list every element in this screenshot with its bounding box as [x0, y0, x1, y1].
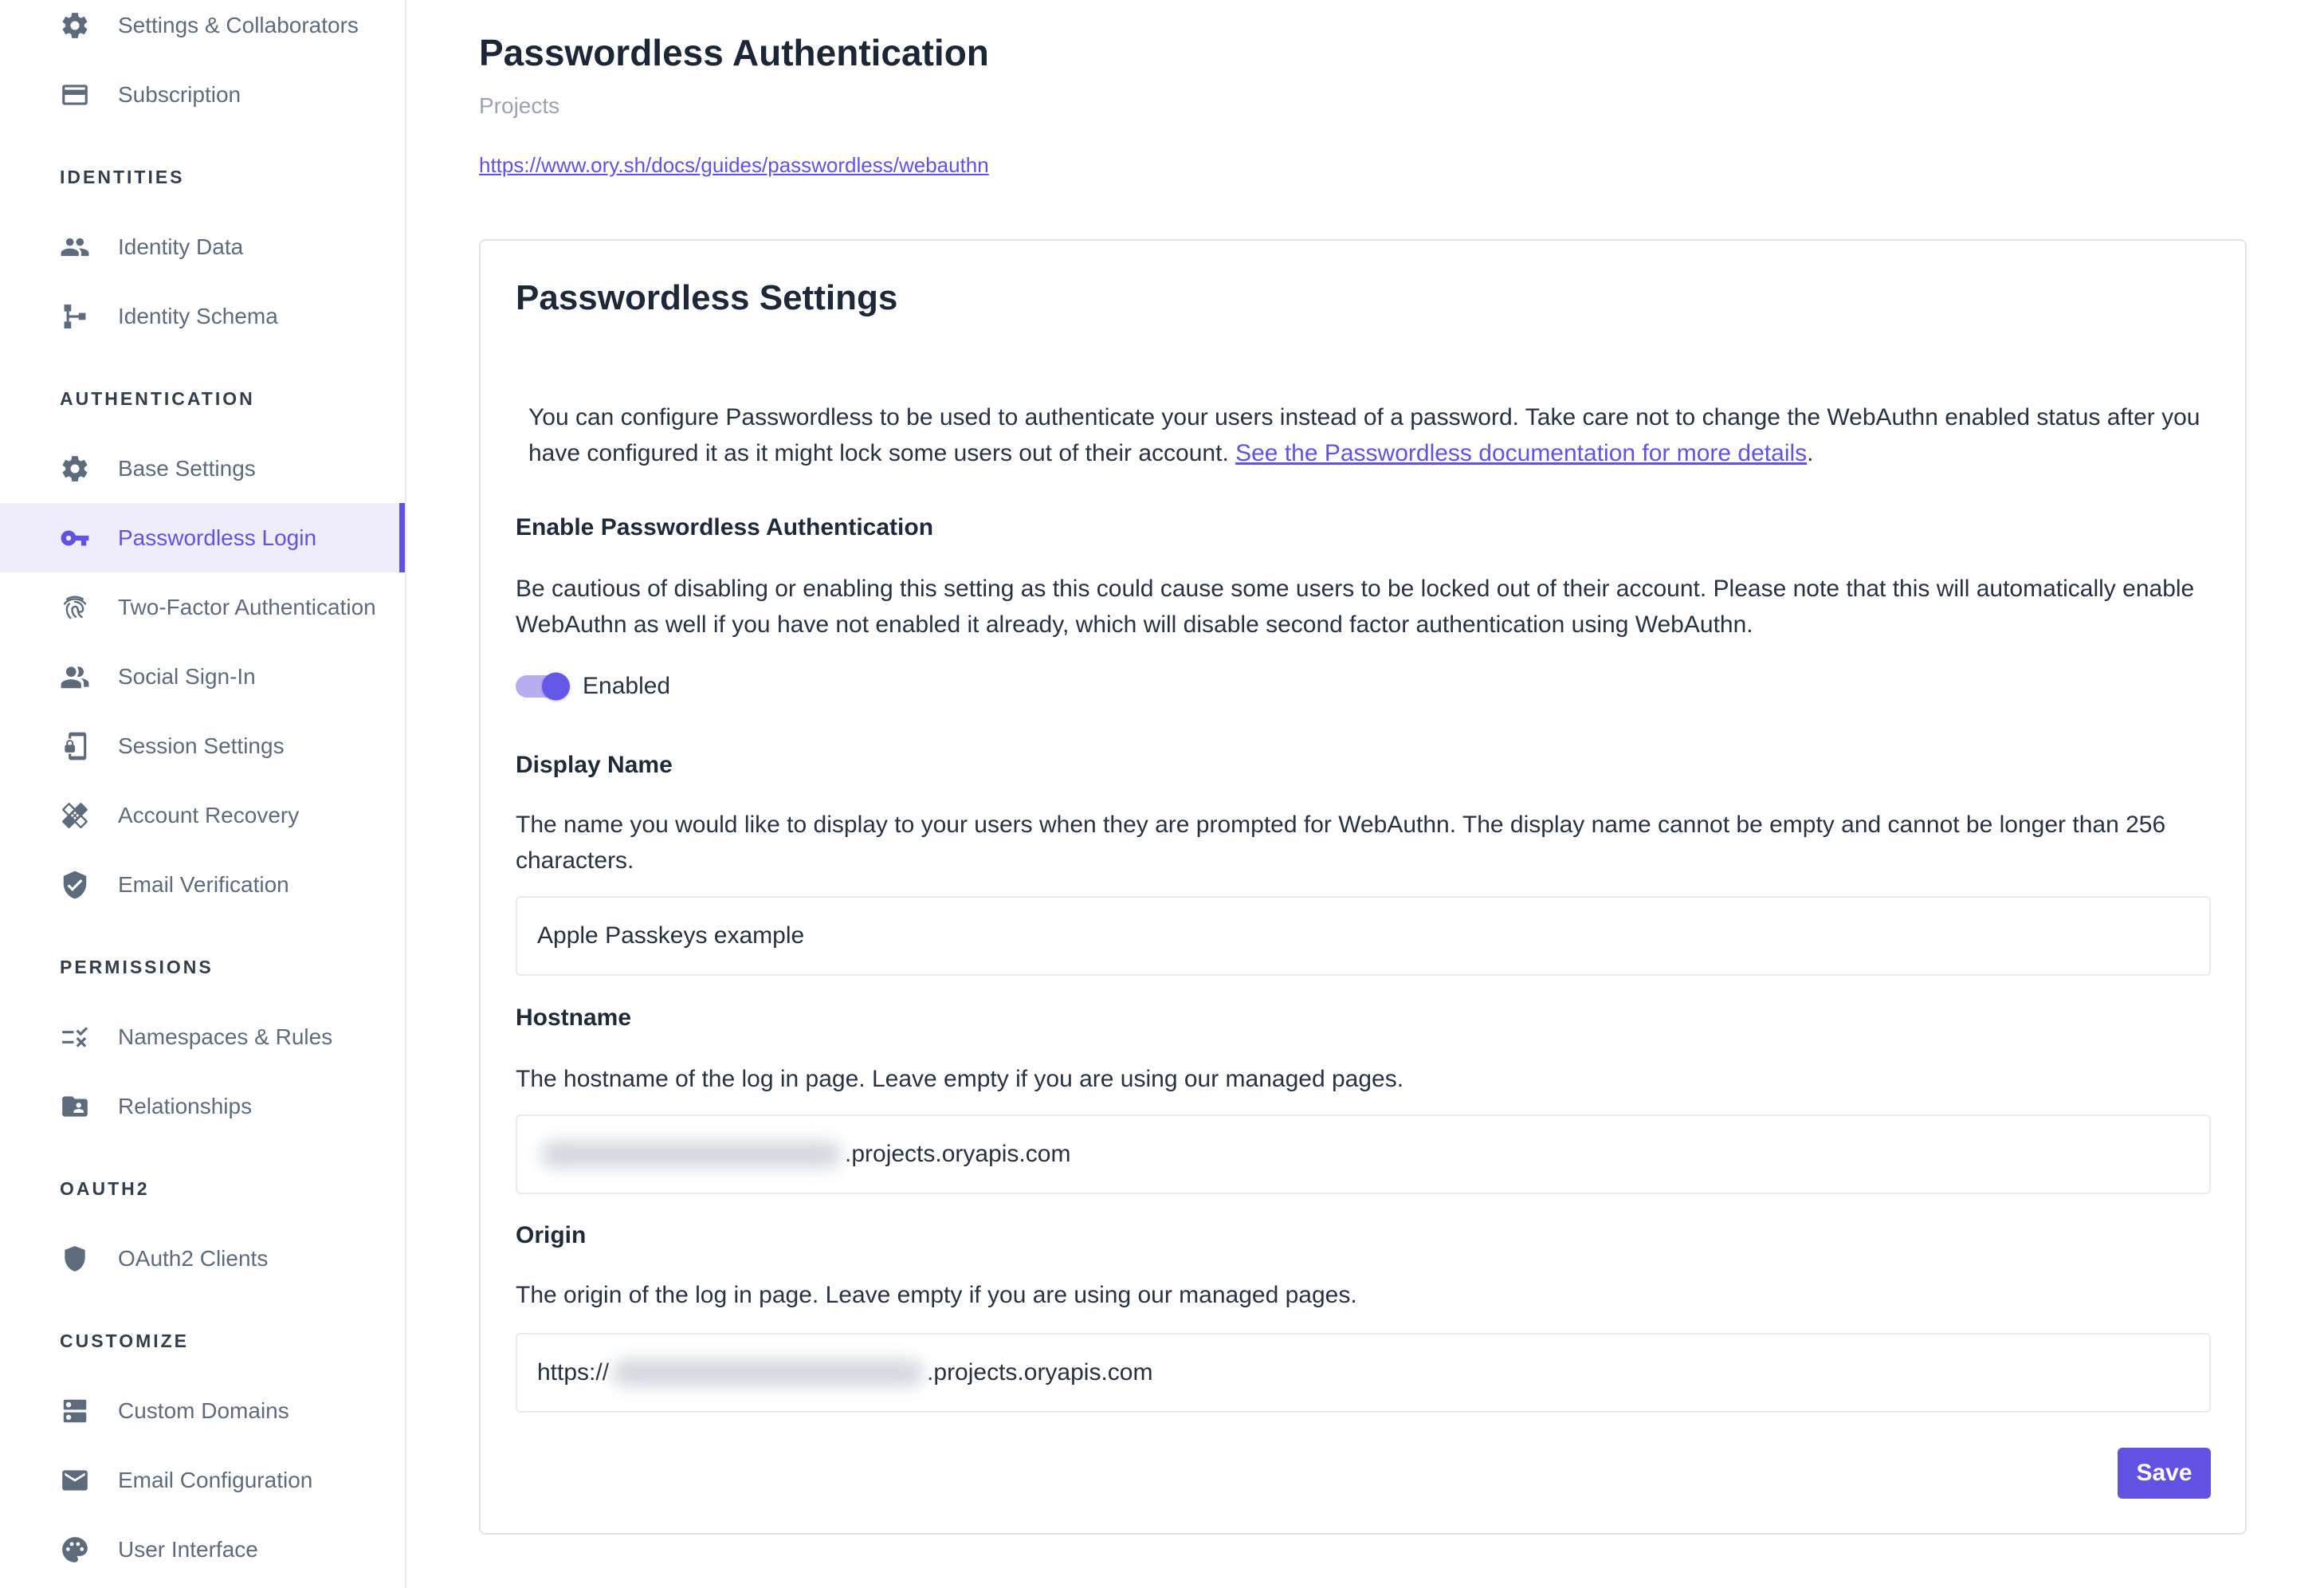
sidebar-item-label: Social Sign-In: [118, 663, 256, 689]
folder-shared-icon: [60, 1091, 90, 1122]
sidebar-section-label-oauth2: OAUTH2: [60, 1178, 150, 1199]
sidebar-item-oauth2-clients[interactable]: [0, 1224, 405, 1293]
sidebar-section-label-permissions: PERMISSIONS: [60, 957, 214, 977]
display-name-heading: Display Name: [516, 752, 673, 778]
healing-icon: [60, 800, 90, 831]
sidebar-item-user-interface[interactable]: [0, 1515, 405, 1584]
sidebar-item-custom-domains[interactable]: [0, 1376, 405, 1445]
sidebar-item-settings-collaborators[interactable]: [0, 0, 405, 60]
sidebar-item-label: Relationships: [118, 1093, 253, 1118]
schema-icon: [60, 301, 90, 332]
rule-icon: [60, 1022, 90, 1052]
sidebar-item-namespaces-rules[interactable]: [0, 1002, 405, 1071]
fingerprint-icon: [60, 592, 90, 623]
hostname-heading: Hostname: [516, 1004, 632, 1031]
origin-suffix: .projects.oryapis.com: [927, 1359, 1153, 1386]
intro-text: [528, 399, 2211, 471]
enable-passwordless-description: Be cautious of disabling or enabling this setting as this could cause some users to be locked out of their account. Please note that this will automatically enable WebAuthn as well if you have not enabled it already, which will disable second factor authentication using WebAuthn.: [516, 576, 2195, 638]
sidebar-item-email-verification[interactable]: [0, 850, 405, 919]
sidebar-item-label: Account Recovery: [118, 802, 300, 827]
sidebar-item-label: Identity Data: [118, 234, 244, 259]
shield-check-icon: [60, 870, 90, 900]
sidebar-section-label-authentication: AUTHENTICATION: [60, 388, 255, 409]
people-icon: [60, 232, 90, 262]
sidebar-item-label: Settings & Collaborators: [118, 12, 359, 37]
sidebar-item-label: Email Verification: [118, 871, 289, 897]
sidebar: [0, 0, 406, 1588]
gear-icon: [60, 454, 90, 484]
display-name-input[interactable]: [516, 896, 2211, 976]
email-icon: [60, 1465, 90, 1496]
sidebar-item-label: Identity Schema: [118, 303, 278, 328]
toggle-thumb: [542, 673, 570, 701]
sidebar-item-label: Email Configuration: [118, 1467, 313, 1492]
sidebar-item-label: Subscription: [118, 81, 241, 107]
sidebar-item-label: Session Settings: [118, 733, 285, 758]
sidebar-item-social-sign-in[interactable]: [0, 642, 405, 711]
save-button[interactable]: Save: [2118, 1448, 2211, 1499]
sidebar-section-label-identities: IDENTITIES: [60, 167, 185, 187]
origin-input[interactable]: [516, 1333, 2211, 1413]
breadcrumb: Projects: [479, 93, 560, 118]
toggle-label: Enabled: [583, 673, 671, 699]
sidebar-item-label: User Interface: [118, 1536, 258, 1562]
sidebar-item-identity-schema[interactable]: [0, 281, 405, 351]
enable-toggle-row: [516, 672, 2211, 701]
enable-passwordless-heading: Enable Passwordless Authentication: [516, 514, 934, 540]
sidebar-item-base-settings[interactable]: [0, 434, 405, 503]
dns-icon: [60, 1396, 90, 1426]
sidebar-item-relationships[interactable]: [0, 1071, 405, 1141]
sidebar-item-identity-data[interactable]: [0, 212, 405, 281]
people-alt-icon: [60, 662, 90, 692]
sidebar-item-label: Namespaces & Rules: [118, 1024, 333, 1049]
sidebar-item-two-factor-authentication[interactable]: [0, 572, 405, 642]
main-content: [406, 0, 2324, 1588]
passwordless-doc-link[interactable]: See the Passwordless documentation for more details: [1235, 440, 1808, 466]
sidebar-item-subscription[interactable]: [0, 60, 405, 129]
key-icon: [60, 523, 90, 553]
passwordless-settings-panel: [479, 239, 2247, 1535]
sidebar-item-passwordless-login[interactable]: [0, 503, 405, 572]
sidebar-item-account-recovery[interactable]: [0, 780, 405, 850]
panel-title: Passwordless Settings: [516, 278, 898, 317]
sidebar-item-session-settings[interactable]: [0, 711, 405, 780]
sidebar-item-label: OAuth2 Clients: [118, 1245, 269, 1271]
intro-text-before-link: You can configure Passwordless to be used to authenticate your users instead of a password. Take care not to change the WebAuthn enabled status after you have configured it as it might lock some users out of their account.: [528, 404, 2200, 466]
device-lock-icon: [60, 731, 90, 761]
credit-card-icon: [60, 80, 90, 110]
hostname-description: The hostname of the log in page. Leave empty if you are using our managed pages.: [516, 1066, 1404, 1092]
redacted-hostname-slug: [540, 1141, 842, 1168]
sidebar-item-label: Custom Domains: [118, 1397, 289, 1423]
sidebar-item-label: Base Settings: [118, 455, 256, 481]
origin-heading: Origin: [516, 1222, 587, 1248]
palette-icon: [60, 1535, 90, 1565]
webauthn-doc-link[interactable]: https://www.ory.sh/docs/guides/passwordless/webauthn: [479, 153, 989, 177]
sidebar-item-label: Passwordless Login: [118, 525, 317, 550]
passwordless-enabled-toggle[interactable]: [516, 675, 569, 698]
intro-text-after-link: .: [1807, 440, 1814, 466]
sidebar-item-label: Two-Factor Authentication: [118, 594, 376, 619]
hostname-suffix: .projects.oryapis.com: [845, 1141, 1071, 1167]
sidebar-item-email-configuration[interactable]: [0, 1445, 405, 1515]
origin-prefix: https://: [537, 1359, 610, 1386]
save-row: [516, 1448, 2211, 1499]
redacted-origin-slug: [612, 1359, 924, 1386]
origin-description: The origin of the log in page. Leave empty if you are using our managed pages.: [516, 1282, 1357, 1308]
page-title: Passwordless Authentication: [479, 32, 989, 73]
gear-icon: [60, 10, 90, 41]
shield-icon: [60, 1244, 90, 1274]
sidebar-section-label-customize: CUSTOMIZE: [60, 1331, 190, 1351]
hostname-input[interactable]: [516, 1114, 2211, 1194]
display-name-description: The name you would like to display to your users when they are prompted for WebAuthn. The display name cannot be empty and cannot be longer than 256 characters.: [516, 812, 2166, 874]
sidebar-nav-list: [0, 0, 405, 1584]
